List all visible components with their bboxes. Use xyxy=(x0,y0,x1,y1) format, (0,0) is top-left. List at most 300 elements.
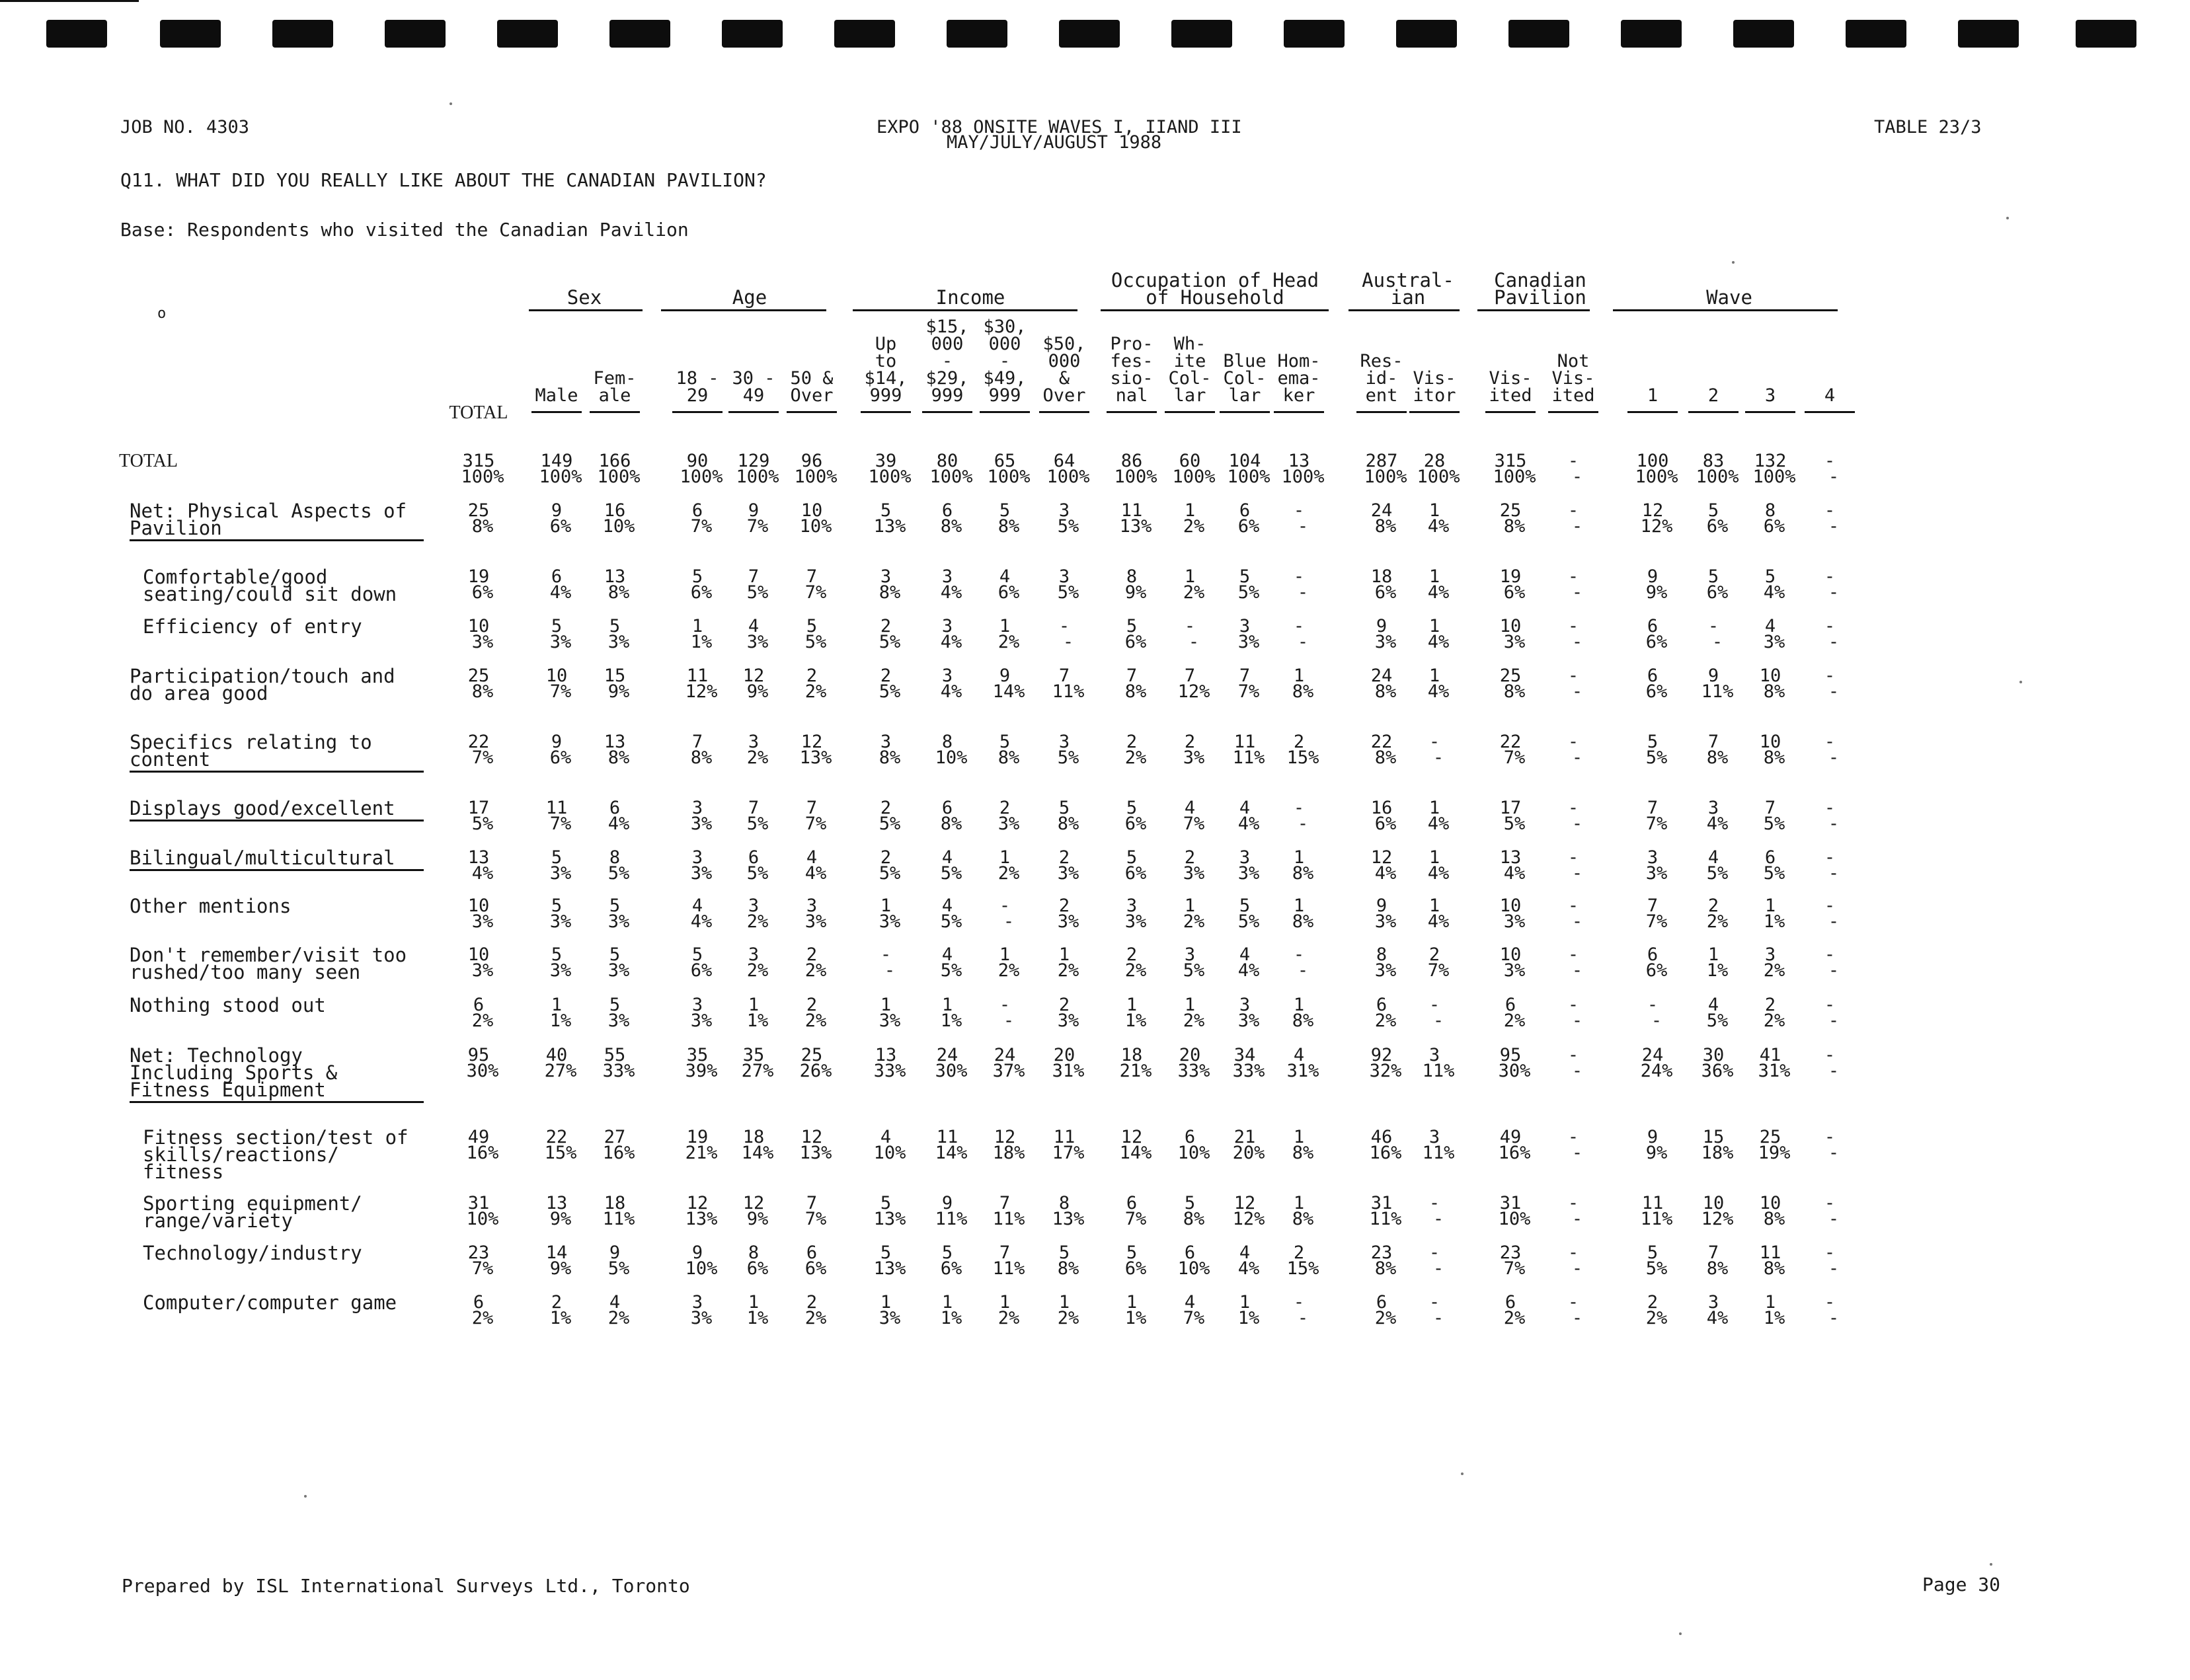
cell-count: 4 xyxy=(609,1292,621,1313)
cell-percent: 13% xyxy=(799,1143,832,1163)
cell-count: 6 xyxy=(1126,1193,1138,1213)
cell-percent: 5% xyxy=(1763,814,1785,834)
column-underline xyxy=(728,411,779,413)
cell-percent: 30% xyxy=(1498,1061,1531,1081)
cell-percent: 2% xyxy=(804,681,827,702)
cell-percent: 8% xyxy=(997,747,1020,768)
cell-count: 7 xyxy=(748,798,760,818)
cell-count: 4 xyxy=(1707,995,1719,1015)
cell-percent: 2% xyxy=(804,1011,827,1031)
column-group-heading: Age xyxy=(732,286,767,309)
cell-percent: 7% xyxy=(1503,1258,1526,1279)
cell-percent: 1% xyxy=(940,1011,962,1031)
punch-hole xyxy=(1284,20,1345,48)
cell-count: 1 xyxy=(880,995,892,1015)
cell-count: 16 xyxy=(604,500,626,521)
cell-percent: 27% xyxy=(544,1061,577,1081)
cell-percent: 10% xyxy=(873,1143,906,1163)
cell-percent: 4% xyxy=(1237,960,1260,981)
cell-count: 1 xyxy=(1058,1292,1070,1313)
cell-percent: - xyxy=(1571,960,1583,981)
cell-percent: 5% xyxy=(1763,863,1785,884)
cell-count: 25 xyxy=(801,1045,823,1065)
cell-count: 6 xyxy=(1505,995,1516,1015)
cell-count: 30 xyxy=(1702,1045,1725,1065)
cell-percent: 9% xyxy=(549,1258,572,1279)
cell-percent: 13% xyxy=(873,1258,906,1279)
cell-count: 46 xyxy=(1370,1127,1393,1147)
cell-percent: - xyxy=(1571,632,1583,652)
punch-hole xyxy=(272,20,333,48)
cell-percent: 7% xyxy=(804,1209,827,1229)
cell-count: 1 xyxy=(1764,1292,1776,1313)
column-underline xyxy=(1805,411,1855,413)
cell-count: 4 xyxy=(1184,1292,1196,1313)
cell-percent: 31% xyxy=(1758,1061,1791,1081)
cell-percent: 39% xyxy=(685,1061,718,1081)
cell-percent: 3% xyxy=(549,911,572,932)
cell-percent: 12% xyxy=(1232,1209,1265,1229)
cell-percent: 21% xyxy=(685,1143,718,1163)
cell-count: 104 xyxy=(1228,451,1261,471)
cell-percent: - xyxy=(1003,911,1015,932)
cell-count: - xyxy=(1058,616,1070,636)
cell-count: - xyxy=(1567,732,1579,752)
cell-percent: 11% xyxy=(935,1209,968,1229)
cell-percent: 8% xyxy=(1503,516,1526,537)
cell-percent: 11% xyxy=(992,1209,1025,1229)
punch-hole-strip xyxy=(0,16,2190,49)
cell-count: 35 xyxy=(686,1045,709,1065)
cell-count: 3 xyxy=(748,896,760,916)
cell-percent: 2% xyxy=(471,1011,494,1031)
cell-count: 8 xyxy=(1376,944,1388,965)
cell-percent: 12% xyxy=(1177,681,1210,702)
cell-count: 23 xyxy=(1499,1242,1522,1263)
cell-count: 34 xyxy=(1233,1045,1256,1065)
cell-percent: 6% xyxy=(690,582,713,603)
cell-count: 24 xyxy=(1370,666,1393,686)
row-label: Other mentions xyxy=(130,895,292,917)
cell-count: 1 xyxy=(941,995,953,1015)
cell-percent: 8% xyxy=(1374,681,1397,702)
cell-percent: 10% xyxy=(1177,1143,1210,1163)
cell-count: 2 xyxy=(1058,995,1070,1015)
cell-percent: 3% xyxy=(607,632,630,652)
cell-count: 55 xyxy=(604,1045,626,1065)
cell-count: - xyxy=(1428,1292,1440,1313)
cell-count: 2 xyxy=(1058,896,1070,916)
group-underline xyxy=(661,309,826,311)
cell-percent: 13% xyxy=(1119,516,1152,537)
cell-count: 11 xyxy=(1053,1127,1075,1147)
row-label: Bilingual/multicultural xyxy=(130,847,395,869)
cell-percent: 9% xyxy=(1645,1143,1668,1163)
cell-percent: 1% xyxy=(1706,960,1729,981)
cell-count: - xyxy=(1647,995,1659,1015)
cell-percent: 8% xyxy=(940,516,962,537)
cell-count: 18 xyxy=(604,1193,626,1213)
cell-percent: 24% xyxy=(1640,1061,1673,1081)
cell-count: 11 xyxy=(1120,500,1143,521)
cell-percent: - xyxy=(1571,681,1583,702)
row-label-total: TOTAL xyxy=(119,451,178,471)
punch-hole xyxy=(160,20,221,48)
cell-count: 27 xyxy=(604,1127,626,1147)
punch-hole xyxy=(834,20,895,48)
cell-percent: 9% xyxy=(549,1209,572,1229)
cell-percent: 6% xyxy=(1124,1258,1147,1279)
cell-percent: 100% xyxy=(1046,467,1090,487)
cell-count: 31 xyxy=(1499,1193,1522,1213)
cell-percent: - xyxy=(1828,516,1840,537)
punch-hole xyxy=(46,20,107,48)
cell-count: 6 xyxy=(609,798,621,818)
cell-percent: 10% xyxy=(799,516,832,537)
cell-count: 12 xyxy=(801,1127,823,1147)
cell-percent: 3% xyxy=(690,1011,713,1031)
cell-count: - xyxy=(1567,666,1579,686)
cell-percent: 2% xyxy=(804,960,827,981)
cell-percent: 8% xyxy=(607,582,630,603)
cell-count: 287 xyxy=(1365,451,1398,471)
cell-percent: 2% xyxy=(1183,582,1205,603)
row-label: Specifics relating to content xyxy=(130,731,372,771)
cell-count: 13 xyxy=(1499,847,1522,868)
cell-count: 1 xyxy=(748,995,760,1015)
cell-percent: 2% xyxy=(607,1308,630,1328)
cell-percent: 11% xyxy=(602,1209,635,1229)
cell-percent: 10% xyxy=(1498,1209,1531,1229)
cell-count: 2 xyxy=(880,616,892,636)
cell-count: - xyxy=(1824,616,1836,636)
cell-percent: 10% xyxy=(602,516,635,537)
cell-percent: 3% xyxy=(804,911,827,932)
cell-percent: 3% xyxy=(1503,960,1526,981)
column-header: 3 xyxy=(1764,385,1776,406)
cell-percent: - xyxy=(1828,1258,1840,1279)
cell-percent: 4% xyxy=(1237,1258,1260,1279)
cell-count: 4 xyxy=(1239,944,1251,965)
punch-hole xyxy=(1396,20,1457,48)
cell-count: 3 xyxy=(1239,995,1251,1015)
cell-percent: 5% xyxy=(879,814,901,834)
cell-percent: 7% xyxy=(1183,814,1205,834)
group-underline xyxy=(529,309,643,311)
column-header: 18 - 29 xyxy=(676,368,719,406)
cell-count: 3 xyxy=(1239,847,1251,868)
cell-count: 8 xyxy=(1058,1193,1070,1213)
cell-count: - xyxy=(1567,1292,1579,1313)
punch-hole xyxy=(1171,20,1232,48)
cell-count: - xyxy=(999,896,1011,916)
group-underline xyxy=(1349,309,1460,311)
cell-percent: 36% xyxy=(1701,1061,1734,1081)
column-header: Vis- ited xyxy=(1489,368,1532,406)
cell-percent: 5% xyxy=(1057,747,1079,768)
cell-percent: 16% xyxy=(1498,1143,1531,1163)
cell-percent: 4% xyxy=(1706,1308,1729,1328)
cell-percent: 11% xyxy=(1232,747,1265,768)
cell-count: 13 xyxy=(875,1045,897,1065)
cell-percent: 4% xyxy=(1427,516,1450,537)
cell-percent: 6% xyxy=(1124,863,1147,884)
cell-count: 18 xyxy=(1120,1045,1143,1065)
cell-percent: 5% xyxy=(940,911,962,932)
cell-count: 2 xyxy=(1058,847,1070,868)
column-underline xyxy=(861,411,911,413)
cell-count: 6 xyxy=(1647,666,1659,686)
cell-count: 5 xyxy=(1126,798,1138,818)
row-label-underline xyxy=(130,820,424,821)
cell-count: 2 xyxy=(880,666,892,686)
cell-percent: 4% xyxy=(1763,582,1785,603)
scan-speck xyxy=(1461,1472,1464,1475)
cell-percent: 8% xyxy=(1292,1209,1314,1229)
cell-count: 6 xyxy=(941,500,953,521)
cell-count: 5 xyxy=(609,944,621,965)
cell-percent: 2% xyxy=(1503,1011,1526,1031)
cell-count: 24 xyxy=(1370,500,1393,521)
cell-count: 2 xyxy=(1126,944,1138,965)
cell-count: 7 xyxy=(1647,798,1659,818)
cell-percent: 4% xyxy=(1503,863,1526,884)
row-label: Nothing stood out xyxy=(130,994,326,1016)
cell-percent: - xyxy=(1651,1011,1662,1031)
cell-percent: 100% xyxy=(461,467,504,487)
cell-percent: 8% xyxy=(1374,516,1397,537)
cell-count: 4 xyxy=(691,896,703,916)
cell-count: 10 xyxy=(1759,666,1781,686)
cell-count: - xyxy=(999,995,1011,1015)
cell-count: 13 xyxy=(545,1193,568,1213)
cell-percent: 2% xyxy=(997,632,1020,652)
cell-count: - xyxy=(1567,944,1579,965)
cell-count: 3 xyxy=(1058,500,1070,521)
cell-percent: 1% xyxy=(549,1308,572,1328)
cell-count: 1 xyxy=(941,1292,953,1313)
cell-percent: 2% xyxy=(997,1308,1020,1328)
cell-count: 6 xyxy=(1647,944,1659,965)
cell-percent: 3% xyxy=(690,863,713,884)
cell-percent: 10% xyxy=(1177,1258,1210,1279)
row-label: Technology/industry xyxy=(143,1242,362,1264)
cell-percent: 1% xyxy=(1763,911,1785,932)
cell-percent: 7% xyxy=(471,1258,494,1279)
cell-count: 9 xyxy=(1376,896,1388,916)
cell-percent: 13% xyxy=(799,747,832,768)
cell-count: 3 xyxy=(1239,616,1251,636)
cell-count: 22 xyxy=(467,732,490,752)
column-underline xyxy=(1356,411,1407,413)
question-text: Q11. WHAT DID YOU REALLY LIKE ABOUT THE CANADIAN PAVILION? xyxy=(120,169,767,191)
cell-percent: 7% xyxy=(746,516,769,537)
row-label: Comfortable/good seating/could sit down xyxy=(143,566,397,605)
cell-percent: 7% xyxy=(471,747,494,768)
cell-percent: 19% xyxy=(1758,1143,1791,1163)
cell-percent: 8% xyxy=(940,814,962,834)
cell-count: 3 xyxy=(691,798,703,818)
cell-percent: 8% xyxy=(879,582,901,603)
cell-percent: 11% xyxy=(1052,681,1085,702)
cell-count: 6 xyxy=(806,1242,818,1263)
cell-percent: - xyxy=(1188,632,1200,652)
cell-percent: 5% xyxy=(940,960,962,981)
cell-count: 3 xyxy=(941,616,953,636)
cell-count: 1 xyxy=(748,1292,760,1313)
cell-percent: 3% xyxy=(471,960,494,981)
cell-count: 5 xyxy=(609,616,621,636)
cell-percent: 8% xyxy=(1183,1209,1205,1229)
cell-percent: 6% xyxy=(1237,516,1260,537)
cell-percent: 8% xyxy=(1706,747,1729,768)
cell-percent: 3% xyxy=(1183,747,1205,768)
cell-percent: 100% xyxy=(736,467,779,487)
cell-count: 3 xyxy=(1707,1292,1719,1313)
cell-percent: 7% xyxy=(549,814,572,834)
cell-percent: 9% xyxy=(746,681,769,702)
cell-count: 25 xyxy=(467,500,490,521)
cell-percent: 5% xyxy=(879,681,901,702)
cell-count: 6 xyxy=(691,500,703,521)
cell-count: 4 xyxy=(941,847,953,868)
cell-count: 4 xyxy=(941,944,953,965)
cell-percent: 6% xyxy=(1374,582,1397,603)
cell-count: - xyxy=(1824,1292,1836,1313)
cell-percent: - xyxy=(1062,632,1074,652)
cell-percent: - xyxy=(1571,814,1583,834)
cell-percent: 7% xyxy=(1645,814,1668,834)
cell-count: 7 xyxy=(1184,666,1196,686)
cell-percent: 9% xyxy=(746,1209,769,1229)
cell-count: 1 xyxy=(1126,995,1138,1015)
cell-count: 40 xyxy=(545,1045,568,1065)
cell-percent: - xyxy=(1571,1061,1583,1081)
cell-count: 1 xyxy=(1239,1292,1251,1313)
cell-count: 1 xyxy=(999,944,1011,965)
cell-count: - xyxy=(1824,896,1836,916)
cell-count: 64 xyxy=(1053,451,1075,471)
cell-percent: 100% xyxy=(1493,467,1536,487)
cell-percent: 4% xyxy=(607,814,630,834)
cell-count: 6 xyxy=(748,847,760,868)
cell-count: 25 xyxy=(1759,1127,1781,1147)
cell-percent: 8% xyxy=(471,516,494,537)
cell-count: 3 xyxy=(1058,732,1070,752)
cell-percent: 2% xyxy=(1183,516,1205,537)
page-number: Page 30 xyxy=(1922,1574,2001,1595)
cell-percent: 2% xyxy=(804,1308,827,1328)
cell-count: 7 xyxy=(806,1193,818,1213)
cell-count: 12 xyxy=(1370,847,1393,868)
cell-percent: 3% xyxy=(1374,911,1397,932)
punch-hole xyxy=(385,20,446,48)
cell-percent: 8% xyxy=(1292,1143,1314,1163)
column-underline xyxy=(1274,411,1324,413)
column-header: 2 xyxy=(1707,385,1719,406)
cell-percent: 6% xyxy=(1124,632,1147,652)
cell-percent: 2% xyxy=(1183,1011,1205,1031)
cell-count: 16 xyxy=(1370,798,1393,818)
cell-percent: 5% xyxy=(804,632,827,652)
cell-count: 315 xyxy=(462,451,495,471)
cell-percent: 3% xyxy=(1057,1011,1079,1031)
cell-count: 2 xyxy=(806,1292,818,1313)
cell-count: 7 xyxy=(1647,896,1659,916)
cell-count: - xyxy=(1824,566,1836,587)
job-number: JOB NO. 4303 xyxy=(120,117,250,137)
stray-mark: o xyxy=(157,305,167,322)
cell-percent: 100% xyxy=(1281,467,1325,487)
cell-percent: 7% xyxy=(804,814,827,834)
cell-percent: - xyxy=(1571,1308,1583,1328)
cell-percent: - xyxy=(1432,1011,1444,1031)
cell-count: 60 xyxy=(1179,451,1201,471)
cell-percent: 15% xyxy=(544,1143,577,1163)
cell-count: 12 xyxy=(742,666,765,686)
cell-percent: 100% xyxy=(1172,467,1216,487)
cell-count: 6 xyxy=(1239,500,1251,521)
cell-count: 7 xyxy=(999,1193,1011,1213)
cell-count: 1 xyxy=(999,616,1011,636)
cell-percent: 3% xyxy=(879,911,901,932)
cell-count: 3 xyxy=(748,944,760,965)
cell-percent: 3% xyxy=(471,911,494,932)
cell-percent: 2% xyxy=(746,747,769,768)
cell-percent: - xyxy=(1828,1209,1840,1229)
cell-percent: 3% xyxy=(607,960,630,981)
cell-percent: 11% xyxy=(1640,1209,1673,1229)
cell-percent: - xyxy=(1297,960,1309,981)
cell-count: 1 xyxy=(1707,944,1719,965)
cell-count: 5 xyxy=(806,616,818,636)
cell-percent: 8% xyxy=(1292,863,1314,884)
cell-percent: 5% xyxy=(879,863,901,884)
cell-count: 6 xyxy=(1505,1292,1516,1313)
row-label: Computer/computer game xyxy=(143,1291,397,1314)
cell-percent: 12% xyxy=(685,681,718,702)
cell-count: 3 xyxy=(1428,1045,1440,1065)
cell-count: 10 xyxy=(1759,1193,1781,1213)
cell-count: - xyxy=(1567,1127,1579,1147)
cell-percent: 7% xyxy=(1427,960,1450,981)
cell-count: - xyxy=(1824,1242,1836,1263)
cell-count: 3 xyxy=(806,896,818,916)
cell-percent: 6% xyxy=(549,516,572,537)
cell-percent: 3% xyxy=(607,911,630,932)
cell-count: 31 xyxy=(467,1193,490,1213)
row-label-underline xyxy=(130,869,424,871)
column-header: Res- id- ent xyxy=(1360,351,1403,406)
cell-percent: - xyxy=(1571,582,1583,603)
column-underline xyxy=(590,411,640,413)
cell-count: 10 xyxy=(1759,732,1781,752)
cell-percent: 3% xyxy=(1503,632,1526,652)
cell-percent: 2% xyxy=(1124,747,1147,768)
cell-percent: 3% xyxy=(1237,1011,1260,1031)
cell-count: 1 xyxy=(1428,798,1440,818)
cell-count: - xyxy=(1293,944,1305,965)
cell-count: - xyxy=(1293,566,1305,587)
cell-percent: 4% xyxy=(1427,814,1450,834)
cell-count: 7 xyxy=(1707,1242,1719,1263)
page-edge-mark xyxy=(0,0,139,2)
cell-count: 1 xyxy=(1428,666,1440,686)
cell-count: 1 xyxy=(1428,847,1440,868)
punch-hole xyxy=(722,20,783,48)
column-header: $50, 000 & Over xyxy=(1042,334,1086,406)
column-header: 50 & Over xyxy=(790,368,834,406)
